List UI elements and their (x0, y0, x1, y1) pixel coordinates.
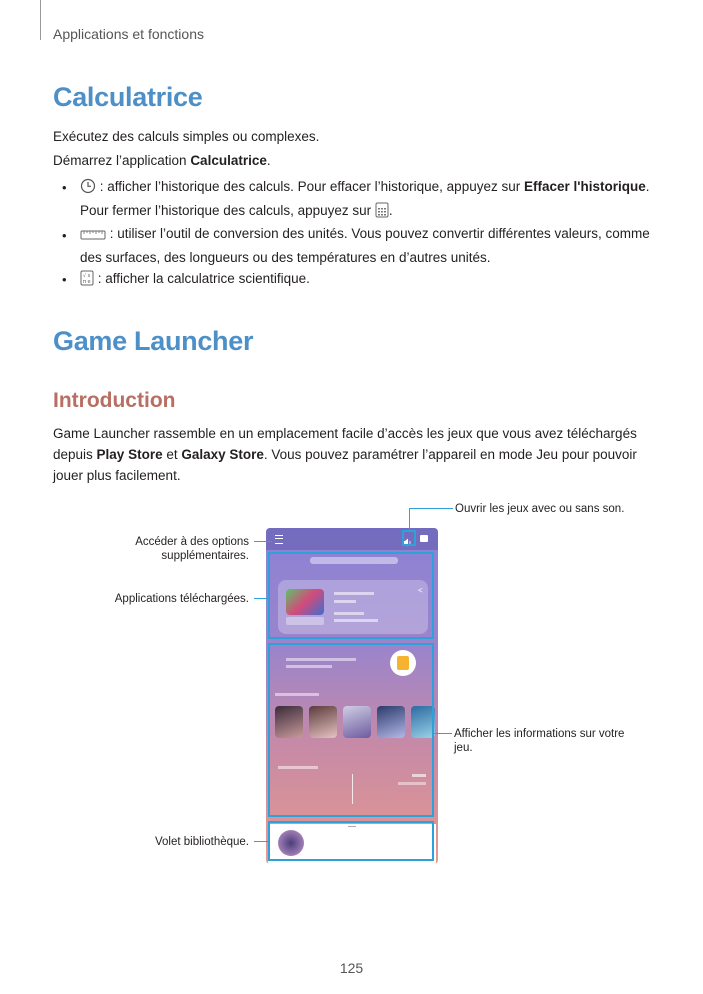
callout-info (454, 727, 644, 755)
callout-library: Volet bibliothèque. (155, 836, 249, 848)
bullet-scientific-text: : afficher la calculatrice scientifique. (94, 271, 310, 286)
svg-text:e: e (87, 279, 91, 285)
highlight-game-info (268, 643, 434, 817)
clock-icon (80, 178, 96, 200)
callout-line-info (434, 733, 452, 734)
callout-info-line1: Afficher les informations sur votre (454, 728, 625, 740)
paragraph-line3: jouer plus facilement. (53, 468, 181, 483)
callout-line-sound (409, 508, 453, 509)
calculator-heading: Calculatrice (53, 82, 203, 112)
page-number: 125 (339, 960, 364, 976)
keypad-icon (375, 202, 389, 224)
bullet-history-line2: Pour fermer l’historique des calculs, appuyez sur (80, 203, 375, 218)
launch-suffix: . (266, 153, 271, 168)
paragraph-line2-mid: et (162, 447, 182, 462)
svg-text:√: √ (83, 273, 87, 279)
bullet-dot: • (62, 180, 67, 195)
bullet-history-bold: Effacer l'historique (523, 179, 646, 194)
paragraph-line1: Game Launcher rassemble en un emplacement facile d’accès les jeux que vous avez téléchargés (53, 426, 637, 441)
callout-options (90, 535, 249, 563)
game-launcher-paragraph (53, 423, 673, 486)
bullet-converter-line2: des surfaces, des longueurs ou des températures en d’autres unités. (80, 250, 491, 265)
highlight-library (268, 821, 434, 861)
svg-text:π: π (83, 279, 87, 285)
bullet-dot: • (62, 228, 67, 243)
callout-sound: Ouvrir les jeux avec ou sans son. (455, 503, 625, 515)
introduction-subheading: Introduction (53, 389, 176, 412)
share-icon[interactable]: < (418, 586, 423, 595)
menu-icon[interactable] (275, 535, 283, 544)
scientific-calculator-icon (80, 270, 94, 292)
margin-rule (40, 0, 41, 40)
launch-app-name: Calculatrice (190, 153, 267, 168)
play-store-name: Play Store (96, 447, 163, 462)
bullet-converter-text: : utiliser l’outil de conversion des unités. Vous pouvez convertir différentes valeurs, comme (106, 226, 650, 241)
callout-line-library (254, 841, 268, 842)
ruler-icon (80, 226, 106, 247)
bullet-dot: • (62, 272, 67, 287)
launch-prefix: Démarrez l’application (53, 153, 191, 168)
callout-line-downloaded (254, 598, 268, 599)
galaxy-store-name: Galaxy Store (181, 447, 264, 462)
toolbox-icon[interactable] (420, 535, 428, 542)
callout-line-sound (409, 508, 410, 530)
calculator-launch-instruction (53, 150, 653, 171)
bullet-history-end: . (645, 179, 650, 194)
callout-options-line2: supplémentaires. (161, 550, 249, 562)
svg-text:x: x (87, 273, 91, 279)
callout-downloaded: Applications téléchargées. (114, 593, 249, 605)
callout-info-line2: jeu. (454, 742, 473, 754)
bullet-history-line2-end: . (388, 203, 393, 218)
highlight-sound (402, 530, 416, 546)
bullet-history (80, 176, 650, 224)
bullet-scientific (80, 268, 650, 292)
callout-options-line1: Accéder à des options (135, 536, 249, 548)
game-launcher-heading: Game Launcher (53, 326, 254, 356)
bullet-history-text: : afficher l’historique des calculs. Pour effacer l’historique, appuyez sur (96, 179, 524, 194)
highlight-downloaded-apps (268, 552, 434, 639)
calculator-intro: Exécutez des calculs simples ou complexes. (53, 129, 320, 144)
paragraph-line2c: . Vous pouvez paramétrer l’appareil en mode Jeu pour pouvoir (263, 447, 637, 462)
paragraph-line2a: depuis (53, 447, 97, 462)
running-head: Applications et fonctions (53, 26, 204, 42)
bullet-converter (80, 223, 650, 268)
callout-line-options (254, 541, 272, 542)
